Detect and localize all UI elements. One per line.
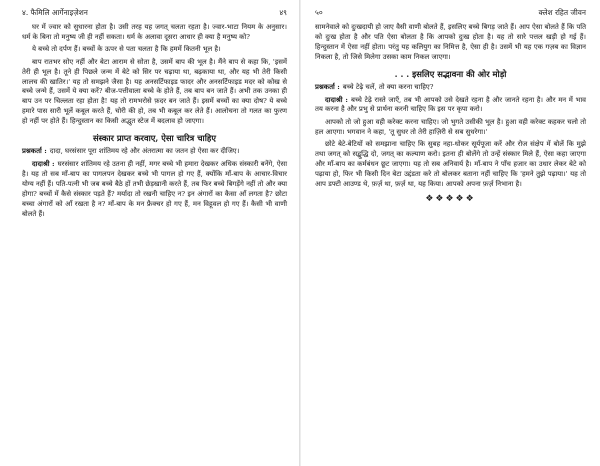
questioner-label: प्रश्नकर्ता :	[22, 147, 47, 156]
right-paragraph-3: छोटे बेटे-बेटियों को समझाना चाहिए कि सुबह नहा-धोकर सूर्यपूजा करें और रोज संक्षेप में बोलें कि मुझे तथा जगत् को सद्बुद्धि दो, जगत् का कल्याण करो। इतना ही बोलेंगे तो उन्हें संस्कार मिले हैं, ऐसा कहा जाएगा और माँ-बाप का कर्मबंधन छूट जाएगा। यह तो सब अनिवार्य है। माँ-बाप ने पाँच हजार का उधार लेकर बेटे को पढ़ाया हो, फिर भी किसी दिन बेटा उद्दंडता करे तो बोलकर बताना नहीं चाहिए कि 'हमने तुझे पढ़ाया।' यह तो आप डफ्टी आउण्ड थे, फ़र्ज़ था, फ़र्ज़ था, यह किया। आपको अपना फ़र्ज़ निभाना है।	[315, 140, 586, 188]
dadashri-label: दादाश्री :	[325, 95, 348, 104]
left-paragraph-3: बाप रातभर सोए नहीं और बेटा आराम से सोता है, उसमें बाप की भूल है। मैंने बाप से कहा कि, 'इसमें तेरी ही भूल है। तूने ही पिछले जन्म में बेटे को सिर पर चढ़ाया था, बढ़काया था, और यह भी तेरी किसी लालच की खातिर।' यह तो समझने जैसा है। यह अनसर्टिफाइड फादर और अनसर्टिफाइड मदर को कोख से बच्चे जन्मे हैं, उसमें ये क्या करें? बीज-पत्तीवाला बच्चे के होते हैं, तब बाप बन जाते हैं। अभी तक उनका ही बाप उन पर चिल्लता रहा होता है! यह तो रामभरोसे फ़दर बन जाते हैं। इसमें बच्चों का क्या दोष? ये बच्चे हमारे पास सारी भूलें कबूल करते हैं, चोरी की हो, तब भी कबूल कर लेते हैं। आलोचना तो गलत का फुरण हो नहीं पर होते हैं। हिन्दुस्तान का किसी अद्भुत स्टेज में बदलाव हो जाएगा।	[22, 57, 287, 126]
right-answer	[315, 96, 586, 116]
right-page	[301, 0, 600, 466]
left-question-text: दादा, घरसंसार पूरा शांतिमय रहे और अंतरात्मा का जतन हो ऐसा कर दीजिए।	[49, 147, 240, 156]
left-page-number: ४९	[279, 8, 287, 17]
right-page-number: ५०	[315, 8, 323, 17]
right-running-head	[315, 8, 586, 18]
left-paragraph-2: ये बच्चे तो दर्पण हैं। बच्चों के ऊपर से पता चलता है कि हममें कितनी भूल है।	[32, 45, 221, 54]
questioner-label: प्रश्नकर्ता :	[315, 82, 340, 91]
right-question-text: बच्चे टेढ़े चलें, तो क्या करना चाहिए?	[342, 82, 434, 91]
left-answer	[22, 160, 287, 219]
right-section-heading: . . . इसलिए सद्भावना की ओर मोड़ो	[394, 68, 507, 79]
right-answer-text: बच्चे टेढ़े रास्ते जाएँ, तब भी आपको उसे देखते रहना है और जानते रहना है। और मन में भाव तय करना है और प्रभु से प्रार्थना करनी चाहिए कि इस पर कृपा करो।	[315, 95, 586, 114]
left-section-heading: संस्कार प्राप्त करवाए, ऐसा चारित्र चाहिए	[93, 133, 216, 144]
dadashri-label: दादाश्री :	[32, 159, 55, 168]
left-running-head	[22, 8, 287, 18]
left-question	[22, 147, 287, 157]
left-paragraph-1: घर में ज्वार को सुधारना होता है। उसी तरह यह जगत् चलता रहता है। ज्वार-भाटा नियम के अनुसार। धर्म के बिना तो मनुष्य जी ही नहीं सकता। धर्म के अलावा दूसरा आधार ही क्या है मनुष्य को?	[22, 23, 287, 41]
right-paragraph-1: सामनेवाले को दुःखदायी हो जाए वैसी वाणी बोलते हैं, इसलिए बच्चे बिगड़ जाते हैं। आप ऐसा बोलते हैं कि पति को दुःख होता है और पति ऐसा बोलता है कि आपको दुःख होता है। यह तो सारे पत्तल खड़ी हो गई हैं। हिन्दुस्तान में ऐसा नहीं होता। परंतु यह कलियुग का निमित्त है, ऐसा ही है। उसमें भी यह एक गज़ब का विज्ञान निकला है, तो जिसे मिलेगा उसका काम निकल जाएगा।	[315, 23, 586, 61]
left-header-title: ४. फैमिलि आर्गेनाइज़ेशन	[22, 8, 88, 17]
ornament-divider: ❖❖❖❖❖	[425, 193, 476, 204]
right-paragraph-2: आपको तो जो हुआ वही करेक्ट करना चाहिए। जो भुगते उसीकी भूल है। हुआ वही करेक्ट कहकर चलो तो हल आएगा। भगवान ने कहा, 'तू सुधर तो तेरी हाज़िरी से सब सुधरेगा।'	[315, 117, 586, 136]
right-header-title: क्लेश रहित जीवन	[538, 8, 586, 17]
right-question	[315, 83, 586, 93]
left-page	[0, 0, 299, 466]
left-answer-text: घरसंसार शांतिमय रहे उतना ही नहीं, मगर बच्चे भी हमारा देखकर अधिक संस्कारी बनेंगे, ऐसा है। यह तो सब माँ-बाप का पागलपन देखकर बच्चे भी पागल हो गए हैं, क्योंकि माँ-बाप के आचार-विचार योग्य नहीं हैं। पति-पत्नी भी जब बच्चे बैठे हों तभी छेड़खानी करते हैं, तब फिर बच्चे बिगड़ेंगे नहीं तो और क्या होगा? बच्चों में कैसे संस्कार पड़ते हैं? मर्यादा तो रखनी चाहिए न? इन अंगारों का कैसा आँ लगता है? छोटा बच्चा अंगारों को आँ रखता है न? माँ-बाप के मन फ्रैक्चर हो गए हैं, मन विहूवल हो गए हैं। कैसी भी वाणी बोलते हैं।	[22, 159, 287, 218]
